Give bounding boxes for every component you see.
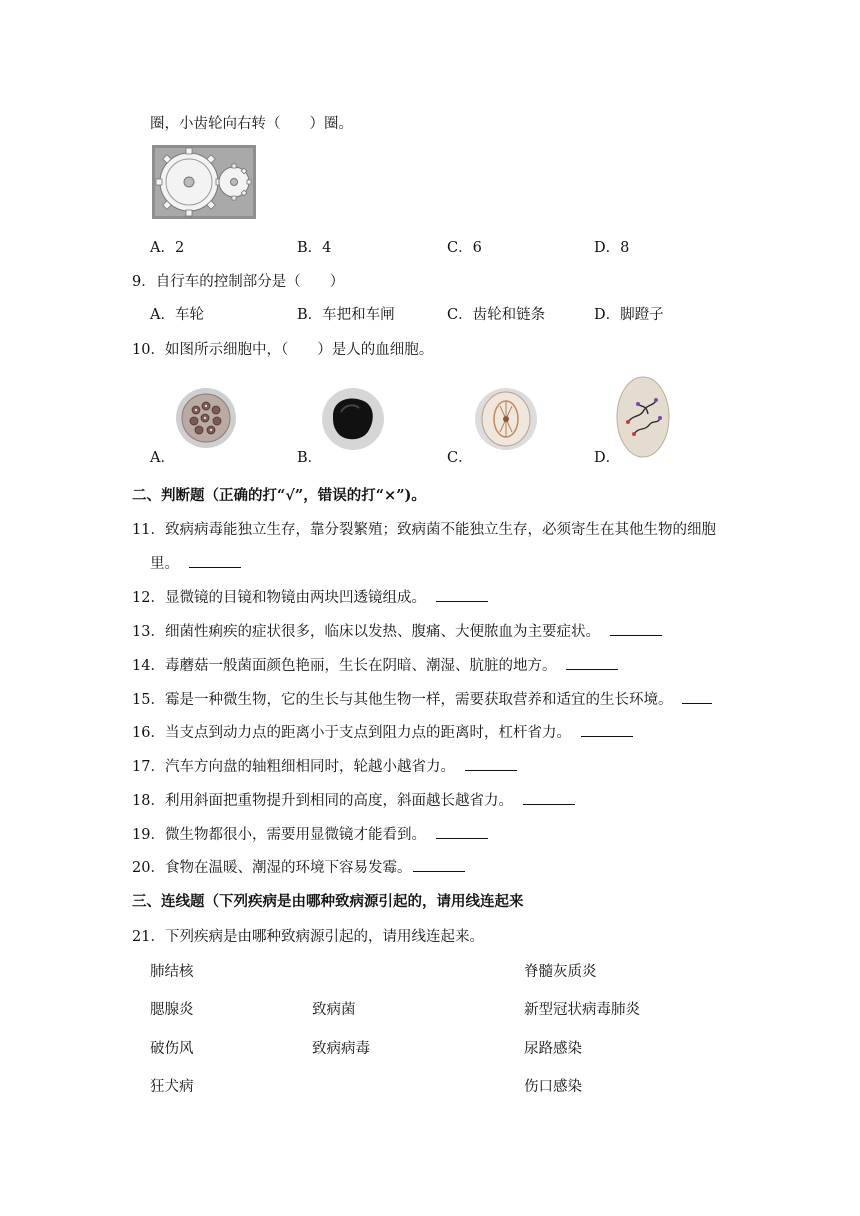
q16: 16．当支点到动力点的距离小于支点到阻力点的距离时，杠杆省力。	[132, 721, 633, 742]
right-item-3[interactable]: 伤口感染	[524, 1079, 582, 1095]
cell-image-d	[614, 374, 672, 460]
q9-option-d: D．脚蹬子	[594, 307, 664, 323]
q11-line1: 11．致病病毒能独立生存，靠分裂繁殖；致病菌不能独立生存，必须寄生在其他生物的细胞	[132, 522, 716, 538]
gear-image	[152, 145, 256, 219]
right-item-1[interactable]: 新型冠状病毒肺炎	[524, 1002, 640, 1018]
q8-option-c: C．6	[447, 240, 482, 256]
q8-option-a: A．2	[150, 240, 185, 256]
left-item-0[interactable]: 肺结核	[150, 964, 194, 980]
cell-image-c	[472, 386, 540, 452]
q8-option-d: D．8	[594, 240, 630, 256]
answer-blank[interactable]	[465, 756, 517, 771]
q9-option-a: A．车轮	[150, 307, 204, 323]
q21-stem: 21．下列疾病是由哪种致病源引起的，请用线连起来。	[132, 929, 484, 945]
q17: 17．汽车方向盘的轴粗细相同时，轮越小越省力。	[132, 755, 517, 776]
middle-item-0[interactable]: 致病菌	[312, 1002, 356, 1018]
q15: 15．霉是一种微生物，它的生长与其他生物一样，需要获取营养和适宜的生长环境。	[132, 688, 712, 709]
answer-blank[interactable]	[682, 689, 712, 704]
answer-blank[interactable]	[189, 553, 241, 568]
q8-continuation: 圈，小齿轮向右转（ ）圈。	[150, 116, 353, 132]
q8-option-b: B．4	[297, 240, 332, 256]
left-item-3[interactable]: 狂犬病	[150, 1079, 194, 1095]
q20: 20．食物在温暖、潮湿的环境下容易发霉。	[132, 856, 465, 877]
section2-title: 二、判断题（正确的打“√”，错误的打“×”)。	[132, 487, 426, 504]
q19: 19．微生物都很小，需要用显微镜才能看到。	[132, 823, 488, 844]
right-item-2[interactable]: 尿路感染	[524, 1041, 582, 1057]
left-item-1[interactable]: 腮腺炎	[150, 1002, 194, 1018]
answer-blank[interactable]	[610, 621, 662, 636]
q10-option-c: C．	[447, 450, 473, 466]
q12: 12．显微镜的目镜和物镜由两块凹透镜组成。	[132, 586, 488, 607]
q9-option-c: C．齿轮和链条	[447, 307, 546, 323]
left-item-2[interactable]: 破伤风	[150, 1041, 194, 1057]
answer-blank[interactable]	[436, 587, 488, 602]
q10-option-d: D．	[594, 450, 621, 466]
answer-blank[interactable]	[566, 655, 618, 670]
answer-blank[interactable]	[413, 857, 465, 872]
q13: 13．细菌性痢疾的症状很多，临床以发热、腹痛、大便脓血为主要症状。	[132, 620, 662, 641]
right-item-0[interactable]: 脊髓灰质炎	[524, 964, 597, 980]
q9-stem: 9．自行车的控制部分是（ ）	[132, 274, 345, 290]
q10-option-b: B．	[297, 450, 323, 466]
answer-blank[interactable]	[581, 722, 633, 737]
q11-line2: 里。	[150, 552, 241, 573]
q9-option-b: B．车把和车闸	[297, 307, 395, 323]
middle-item-1[interactable]: 致病病毒	[312, 1041, 370, 1057]
cell-image-a	[174, 386, 238, 450]
answer-blank[interactable]	[436, 824, 488, 839]
q18: 18．利用斜面把重物提升到相同的高度，斜面越长越省力。	[132, 789, 575, 810]
q10-stem: 10．如图所示细胞中，（ ）是人的血细胞。	[132, 342, 434, 358]
q14: 14．毒蘑菇一般菌面颜色艳丽，生长在阴暗、潮湿、肮脏的地方。	[132, 654, 618, 675]
cell-image-b	[319, 386, 387, 452]
section3-title: 三、连线题（下列疾病是由哪种致病源引起的，请用线连起来	[132, 893, 524, 910]
q10-option-a: A．	[150, 450, 175, 466]
answer-blank[interactable]	[523, 790, 575, 805]
